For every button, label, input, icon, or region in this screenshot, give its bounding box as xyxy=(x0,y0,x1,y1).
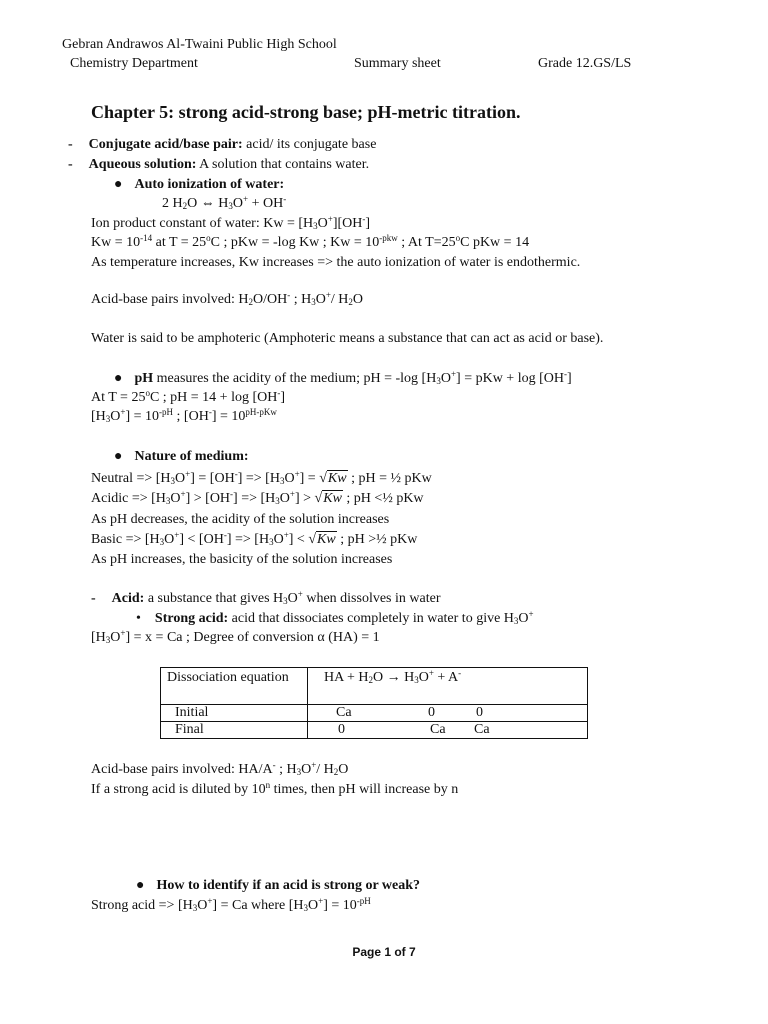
ion-product-line: Ion product constant of water: $Kw = [H_3O^+][OH^-]$ xyxy=(91,214,371,231)
equilibrium-arrow-icon: ⇔ xyxy=(200,196,215,211)
cell-value: Ca xyxy=(430,722,446,737)
grade-label: Grade 12.GS/LS xyxy=(538,56,632,71)
bullet-icon: • xyxy=(136,611,141,626)
page-number: Page 1 of 7 xyxy=(352,945,416,959)
cell-value: Ca xyxy=(336,705,352,720)
table-row xyxy=(161,722,588,739)
table-header-label: Dissociation equation xyxy=(161,668,308,705)
table-row xyxy=(161,705,588,722)
bullet-icon: ● xyxy=(114,177,123,192)
dissociation-equation: HA + $H_2O \to H_3O^+ + A^-$ xyxy=(308,668,588,705)
amphoteric-line: Water is said to be amphoteric (Amphoteric means a substance that can act as acid or base). xyxy=(91,331,604,346)
basicity-line: As pH increases, the basicity of the solution increases xyxy=(91,552,393,567)
cell-value: 0 xyxy=(338,722,345,737)
strong-acid-line: • Strong acid: acid that dissociates completely in water to give $H_3O^+$ xyxy=(136,609,534,626)
department-name: Chemistry Department xyxy=(70,56,198,71)
cell-value: 0 xyxy=(476,705,483,720)
strong-acid-concentration-line: $[H_3O^+] = x = Ca$ ; Degree of conversion α (HA) = 1 xyxy=(91,628,380,645)
identify-heading: ● How to identify if an acid is strong or weak? xyxy=(136,878,421,893)
autoionization-reaction: 2 $H_2O$ ⇔ $H_3O^+ + OH^-$ xyxy=(162,194,287,211)
acid-pairs-line: Acid-base pairs involved: HA/A- ; $H_3O^+/$ $H_2O$ xyxy=(91,760,349,777)
table-header-row xyxy=(161,668,588,705)
acidity-line: As pH decreases, the acidity of the solution increases xyxy=(91,512,390,527)
acidic-line: Acidic => $[H_3O^+] > [OH^-] => [H_3O^+] > √Kw$ ; pH <½ pKw xyxy=(91,489,424,506)
page-title: Chapter 5: strong acid-strong base; pH-metric titration. xyxy=(91,102,521,122)
nature-heading: ● Nature of medium: xyxy=(114,449,249,464)
ph-at25-line: At $T = 25^oC$ ; pH = 14 + log [OH-] xyxy=(91,388,286,405)
school-name: Gebran Andrawos Al-Twaini Public High School xyxy=(62,37,337,52)
right-arrow-icon: → xyxy=(386,670,401,685)
ph-concentration-line: $[H_3O^+] = 10^{-pH}$ ; $[OH^-] = 10^{pH-pKw}$ xyxy=(91,407,277,424)
document-type: Summary sheet xyxy=(354,56,441,71)
conjugate-line: - Conjugate acid/base pair: acid/ its conjugate base xyxy=(68,137,377,152)
cell-value: Ca xyxy=(474,722,490,737)
neutral-line: Neutral => $[H_3O^+] = [OH^-] => [H_3O^+] = √Kw$ ; pH = ½ pKw xyxy=(91,469,432,486)
bullet-icon: ● xyxy=(136,878,145,893)
row-label: Initial xyxy=(161,705,308,722)
sqrt-icon: √ xyxy=(314,491,323,506)
aqueous-line: - Aqueous solution: A solution that contains water. xyxy=(68,157,370,172)
dilution-line: If a strong acid is diluted by 10$^n$ times, then pH will increase by n xyxy=(91,780,459,797)
acid-definition-line: - Acid: a substance that gives $H_3O^+$ when dissolves in water xyxy=(91,589,441,606)
bullet-icon: ● xyxy=(114,371,123,386)
sqrt-icon: √ xyxy=(308,532,317,547)
ph-definition-line: ● pH measures the acidity of the medium; pH = -log $[H_3O^+]$ = pKw + log [OH-] xyxy=(114,369,572,386)
row-label: Final xyxy=(161,722,308,739)
autoionization-heading: ● Auto ionization of water: xyxy=(114,177,285,192)
bullet-icon: ● xyxy=(114,449,123,464)
kw-line: $Kw = 10^{-14}$ at $T = 25^oC$ ; pKw = -log Kw ; $Kw = 10^{-pkw}$ ; At $T=25^oC$ pKw = 14 xyxy=(91,233,530,250)
sqrt-icon: √ xyxy=(319,471,327,486)
identify-line: Strong acid => $[H_3O^+] = Ca$ where $[H_3O^+] = 10^{-pH}$ xyxy=(91,896,371,913)
cell-value: 0 xyxy=(428,705,435,720)
water-pairs-line: Acid-base pairs involved: $H_2O/OH^-$ ; $H_3O^+/$ $H_2O$ xyxy=(91,290,364,307)
basic-line: Basic => $[H_3O^+] < [OH^-] => [H_3O^+] < √Kw$ ; pH >½ pKw xyxy=(91,530,418,547)
dissociation-table xyxy=(160,667,588,739)
temperature-line: As temperature increases, Kw increases => the auto ionization of water is endothermic. xyxy=(91,255,581,270)
